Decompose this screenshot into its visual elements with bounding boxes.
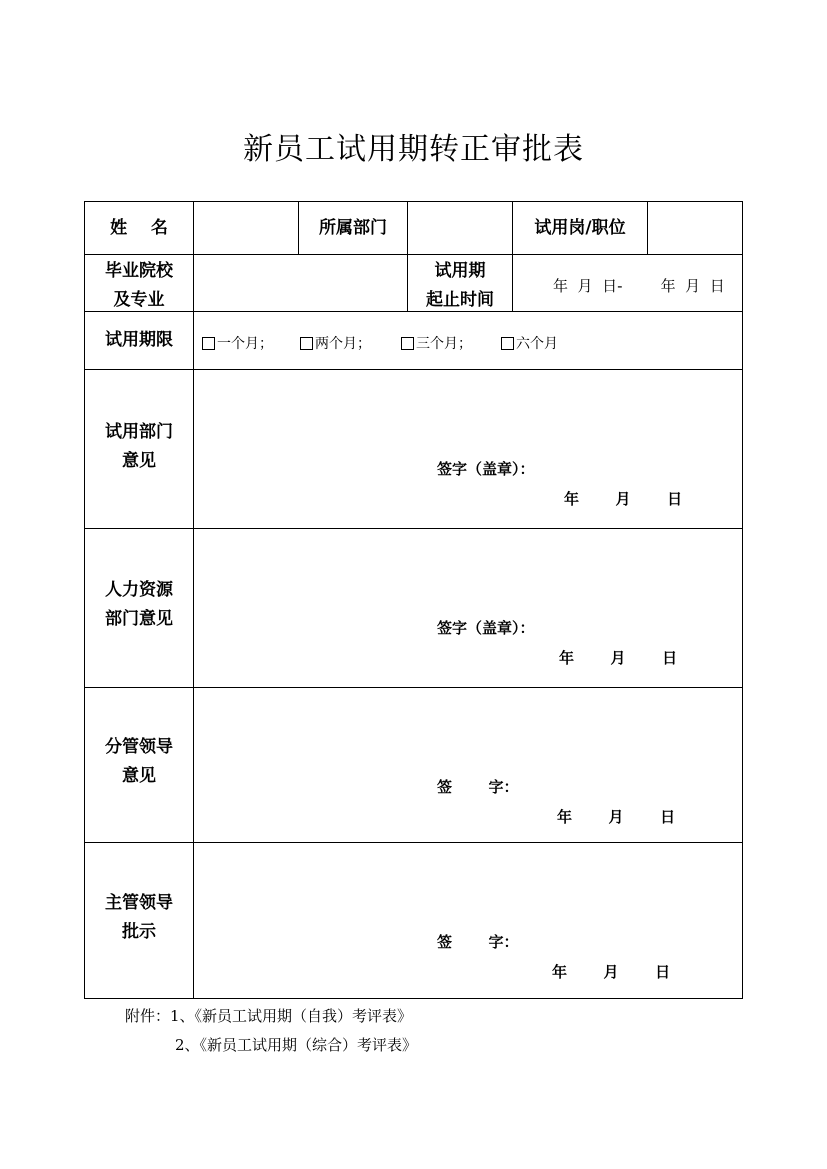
school-major-label: 毕业院校 及专业 — [105, 261, 173, 310]
chief-signature: 签 字： — [437, 933, 519, 951]
term-option-two-months[interactable] — [300, 333, 371, 353]
supervisor-opinion-label: 分管领导 意见 — [105, 737, 173, 786]
chief-date: 年 月 日 — [552, 963, 671, 981]
name-field[interactable] — [194, 203, 298, 253]
option-label: 两个月； — [315, 336, 371, 352]
hr-opinion-label: 人力资源 部门意见 — [105, 580, 173, 629]
checkbox-icon[interactable] — [401, 337, 414, 350]
option-label: 六个月 — [516, 336, 558, 352]
option-label: 三个月； — [416, 336, 472, 352]
checkbox-icon[interactable] — [202, 337, 215, 350]
hr-signature: 签字（盖章）： — [437, 619, 535, 637]
chief-approval-label: 主管领导 批示 — [105, 893, 173, 942]
checkbox-icon[interactable] — [501, 337, 514, 350]
position-field[interactable] — [648, 203, 742, 253]
position-label: 试用岗/职位 — [534, 218, 626, 238]
term-option-three-months[interactable] — [401, 333, 472, 353]
department-label: 所属部门 — [319, 218, 387, 238]
term-option-one-month[interactable] — [202, 333, 273, 353]
probation-term-label: 试用期限 — [105, 330, 173, 350]
term-option-six-months[interactable] — [501, 333, 558, 353]
name-label: 姓 名 — [110, 218, 168, 238]
hr-date: 年 月 日 — [559, 649, 678, 667]
attachment-line-1: 附件：1、《新员工试用期（自我）考评表》 — [125, 1007, 413, 1025]
trial-dept-opinion-label: 试用部门 意见 — [105, 422, 173, 471]
form-title: 新员工试用期转正审批表 — [243, 132, 584, 167]
option-label: 一个月； — [217, 336, 273, 352]
row-divider — [85, 254, 742, 255]
supervisor-date: 年 月 日 — [557, 808, 676, 826]
supervisor-signature: 签 字： — [437, 778, 519, 796]
trial-dept-date: 年 月 日 — [564, 490, 683, 508]
approval-form-table — [84, 201, 743, 999]
attachment-line-2: 2、《新员工试用期（综合）考评表》 — [175, 1036, 418, 1054]
trial-dept-signature: 签字（盖章）： — [437, 460, 535, 478]
department-field[interactable] — [408, 203, 512, 253]
school-major-field[interactable] — [194, 255, 407, 311]
probation-date-range[interactable]: 年 月 日- 年 月 日 — [553, 277, 725, 295]
checkbox-icon[interactable] — [300, 337, 313, 350]
probation-period-label: 试用期 起止时间 — [426, 261, 494, 310]
